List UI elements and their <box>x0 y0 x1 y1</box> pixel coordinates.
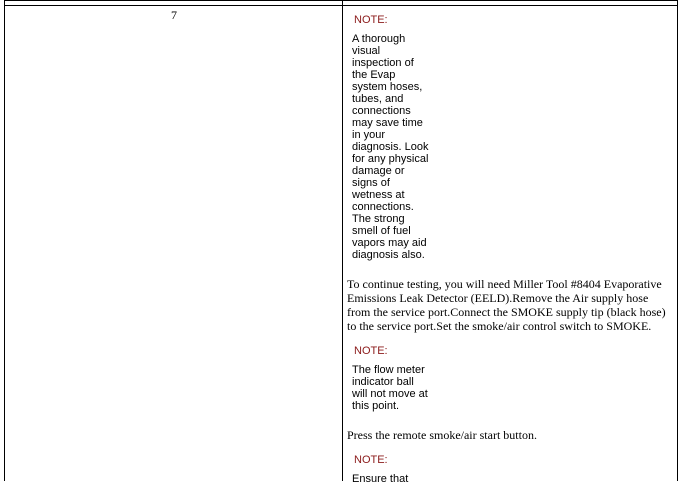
instruction-paragraph-eeld: To continue testing, you will need Miller Tool #8404 Evaporative Emissions Leak Detector (EELD).Remove the Air supply hose from the service port.Connect the SMOKE supply tip (black hose) to the service port.Set the smoke/air control switch to SMOKE. <box>347 277 666 333</box>
procedure-table <box>4 0 678 485</box>
note-block-ensure <box>352 454 677 485</box>
note-label: NOTE: <box>354 454 388 466</box>
note-label: NOTE: <box>354 345 388 357</box>
column-divider <box>342 0 343 481</box>
step-instructions <box>347 14 677 485</box>
note-block-visual-inspection <box>352 14 677 261</box>
instruction-paragraph-start-button: Press the remote smoke/air start button. <box>347 428 537 442</box>
note-text: The flow meter indicator ball will not move at this point. <box>352 364 428 412</box>
table-top-border <box>5 0 677 1</box>
note-text: Ensure that <box>352 473 409 485</box>
step-number: 7 <box>171 8 177 22</box>
note-label: NOTE: <box>354 14 388 26</box>
note-block-flow-meter <box>352 345 677 412</box>
note-text: A thorough visual inspection of the Evap system hoses, tubes, and connections may save time in your diagnosis. Look for any physical damage or signs of wetness at connections. The strong smell of fuel vapors may aid diagnosis also. <box>352 33 429 261</box>
row-separator <box>5 5 677 6</box>
